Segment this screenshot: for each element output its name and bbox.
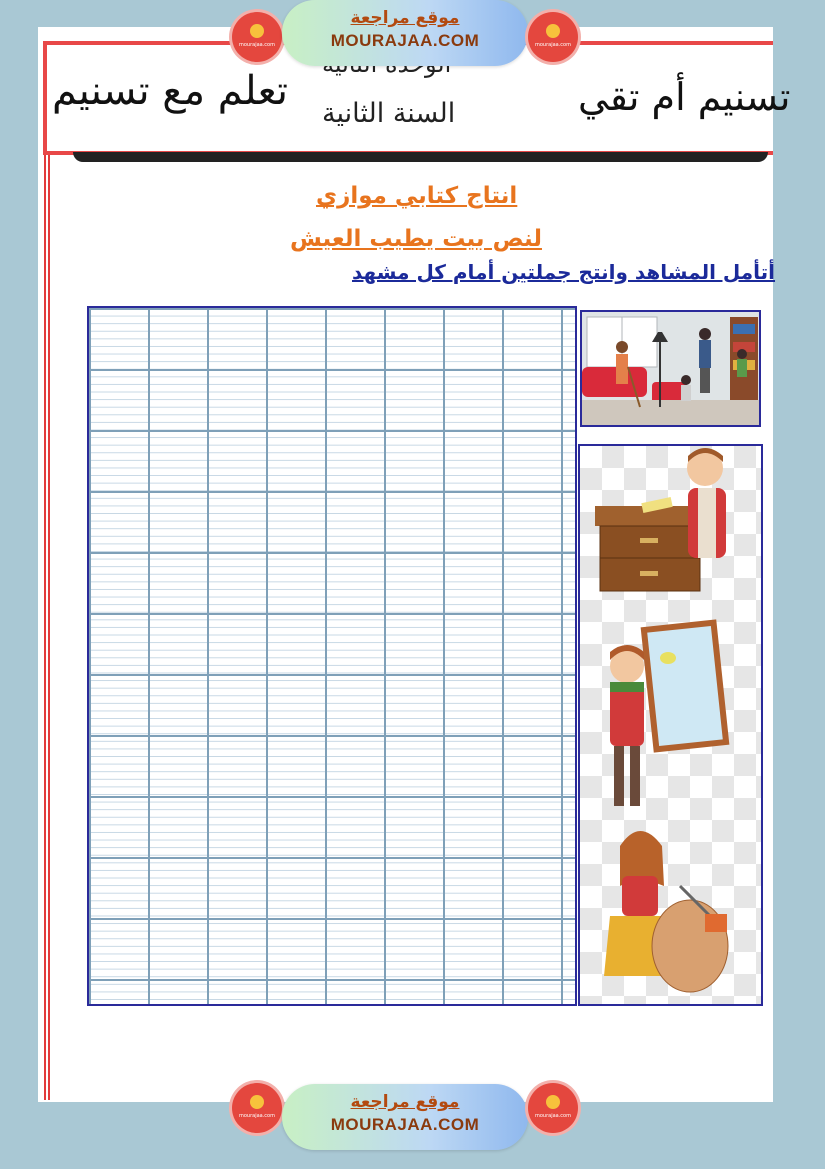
title-line-2: لنص بيت يطيب العيش <box>290 226 542 252</box>
margin-line <box>48 150 50 1100</box>
scene-children-cleaning-image <box>578 444 763 1006</box>
site-logo-icon: mourajaa.com <box>528 1083 578 1133</box>
site-logo-icon: mourajaa.com <box>232 12 282 62</box>
site-banner-top[interactable] <box>282 0 528 66</box>
site-banner-bottom[interactable] <box>282 1084 528 1150</box>
banner-latin: MOURAJAA.COM <box>330 1115 480 1134</box>
instruction-text: أتأمل المشاهد وانتج جملتين أمام كل مشهد <box>352 260 776 284</box>
title-line-1: انتاج كتابي موازي <box>316 183 518 209</box>
banner-arabic: موقع مراجعة <box>350 8 460 28</box>
margin-line <box>44 150 46 1100</box>
header-author: تسنيم أم تقي <box>578 75 791 119</box>
header-grade: السنة الثانية <box>322 98 456 129</box>
site-logo-icon: mourajaa.com <box>232 1083 282 1133</box>
header-left-title: تعلم مع تسنيم <box>52 68 289 114</box>
banner-latin: MOURAJAA.COM <box>330 31 480 50</box>
site-logo-icon: mourajaa.com <box>528 12 578 62</box>
scene-cleaning-room-image <box>580 310 761 427</box>
header-shadow <box>73 152 768 162</box>
banner-arabic: موقع مراجعة <box>350 1092 460 1112</box>
writing-grid[interactable] <box>87 306 577 1006</box>
